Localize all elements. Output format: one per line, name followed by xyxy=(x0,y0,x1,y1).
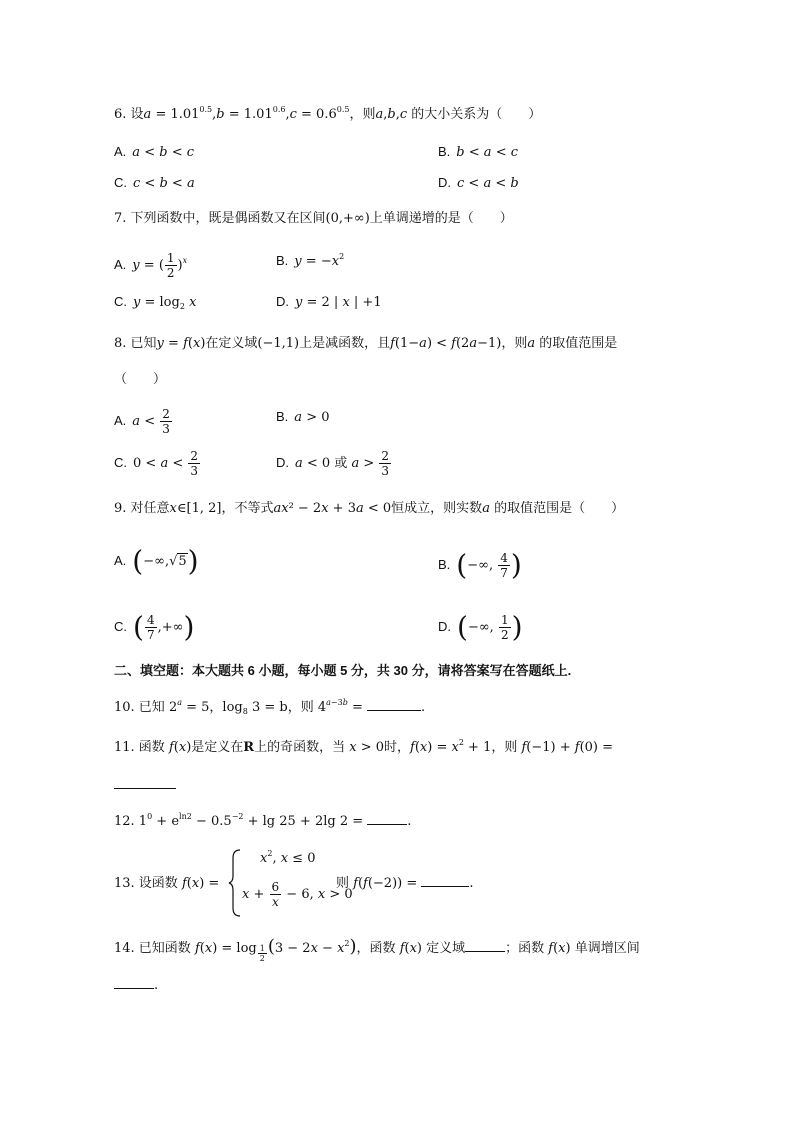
question-14-blank: . xyxy=(114,976,158,996)
question-8: 8. 已知y = f(x)在定义域(−1,1)上是减函数，且f(1−a) < f(2a−1)，则a 的取值范围是 xyxy=(114,336,618,351)
q9-option-a: A. (−∞,√5) xyxy=(114,544,199,578)
q9-option-c: C. ( $\frac{4}{7}$ ,+∞) xyxy=(114,610,195,644)
question-9: 9. 对任意x∈[1, 2]，不等式ax² − 2x + 3a < 0恒成立，则实数a 的取值范围是（ ） xyxy=(114,501,625,516)
q7-option-a: A. y = ( $\frac{1}{2}$ )$^x$ xyxy=(114,251,188,280)
q7-option-b: B. $y = -x^2$ xyxy=(276,252,345,269)
q8-option-a: A. a < $\frac{2}{3}$ xyxy=(114,407,170,436)
question-12: 12. $1^0 + e^{ln2} - 0.5^{-2} + \lg 25 + 2\lg$ 2 = . xyxy=(114,812,412,829)
q8-option-b: B. a > 0 xyxy=(276,409,330,425)
question-13: 13. 设函数 f(x) = xyxy=(114,876,220,891)
q9-option-b: B. (−∞, $\frac{4}{7}$ ) xyxy=(438,548,522,582)
q9-option-d: D. (−∞, $\frac{1}{2}$ ) xyxy=(438,610,523,644)
q6-option-a: A. a < b < c xyxy=(114,144,195,160)
question-11: 11. 函数 f(x)是定义在R上的奇函数，当 x > 0时，$f(x) = x^2 + 1$，则 f(−1) + f(0) = xyxy=(114,738,614,755)
section-2-heading: 二、填空题：本大题共 6 小题，每小题 5 分，共 30 分，请将答案写在答题纸上. xyxy=(114,663,572,678)
q7-option-c: C. $y = \log_2 x$ xyxy=(114,294,197,311)
q6-option-c: C. c < b < a xyxy=(114,175,195,191)
question-6: 6. 设$a = 1.01^{0.5},b = 1.01^{0.6},c = 0.6^{0.5}$，则a,b,c 的大小关系为（ ） xyxy=(114,105,542,122)
brace-icon xyxy=(228,848,242,918)
question-11-blank xyxy=(114,776,176,796)
piecewise-case-2: x + $\frac{6}{x}$ − 6, x > 0 xyxy=(242,880,353,909)
question-14: 14. 已知函数 f(x) = log $_{\frac{1}{2}}$ $(3 - 2x - x^2)$，函数 f(x) 定义域 ；函数 f(x) 单调增区间 xyxy=(114,936,640,963)
q6-option-d: D. c < a < b xyxy=(438,175,519,191)
question-7: 7. 下列函数中，既是偶函数又在区间(0,+∞)上单调递增的是（ ） xyxy=(114,211,513,226)
question-13-tail: 则 f(f(−2)) = . xyxy=(336,876,474,891)
q8-option-d: D. a < 0 或 a > $\frac{2}{3}$ xyxy=(276,449,390,478)
question-8-paren: （ ） xyxy=(114,372,167,387)
q7-option-d: D. y = 2 | x | +1 xyxy=(276,294,382,310)
q8-option-c: C. 0 < a < $\frac{2}{3}$ xyxy=(114,449,199,478)
piecewise-case-1: $x^2$, x ≤ 0 xyxy=(260,849,316,866)
question-10: 10. 已知 $2^a = 5$，$\log_8 3 = b$，则 $4^{a-3b}$ = . xyxy=(114,698,426,716)
q6-option-b: B. b < a < c xyxy=(438,144,519,160)
